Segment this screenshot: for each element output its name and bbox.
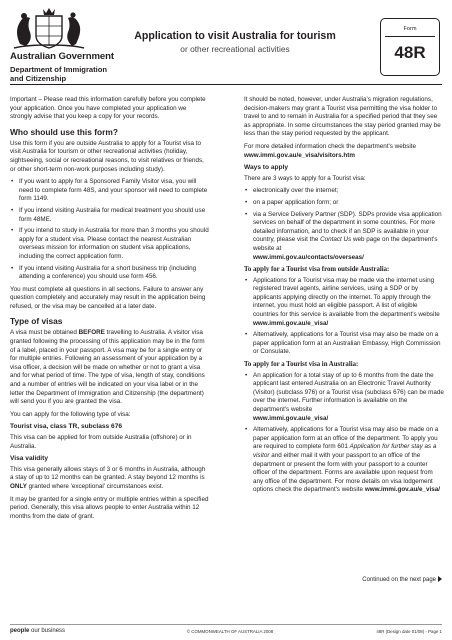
list-item: • electronically over the internet; [244, 187, 444, 196]
form-label: Form [403, 26, 417, 32]
who-should-use-paragraph: Use this form if you are outside Australia to apply for a Tourist visa to visit Australia for tourism or other recreational activities (holiday, sightseeing, social or recreational reasons, to visit relatives or friends, or other short-term non-work purposes including study). [10, 139, 204, 173]
text-run: via a Service Delivery Partner (SDP). SDPs provide visa application services on behalf of the department in some countries. For more detailed information, and to check if an SDP is available in your country, please visit the [253, 210, 442, 244]
list-item: • If you intend to study in Australia for more than 3 months you should apply for a student visa. Please contact the nearest Australian overseas mission for information on student visa applications, including the correct application form. [10, 227, 210, 261]
type-of-visas-heading: Type of visas [10, 316, 63, 327]
apply-inside-list [244, 372, 444, 495]
text-run: Applications for a Tourist visa may be made via the internet using registered travel agents, airline services, using a SDP or by applicants applying directly on the internet. To apply through the internet, you must hold an eligible passport. A list of eligible countries for this service is available from the department's website [253, 276, 440, 319]
intro-paragraph: Important – Please read this information carefully before you complete your application. Once you have completed your application we strongly advise that you keep a copy for your records. [10, 96, 206, 121]
list-item: • If you intend visiting Australia for medical treatment you should use form 48ME. [10, 207, 210, 224]
answer-all-paragraph: You must complete all questions in all sections. Failure to answer any question completely and accurately may result in the application being refused, or the visa may be cancelled at a later date. [10, 285, 206, 310]
contact-us-text: Contact Us [320, 236, 352, 244]
apply-for-paragraph: You can apply for the following type of visa: [10, 410, 131, 418]
footer-divider [10, 624, 442, 625]
visa-validity-heading: Visa validity [10, 455, 48, 463]
other-forms-list [10, 178, 210, 282]
footer-brand [10, 628, 65, 634]
text-run: A visa must be obtained [10, 329, 79, 337]
text-run: Alternatively, applications for a Tourist visa may also be made on a paper application form at an office of the department. To apply you are required to complete form 601 [253, 426, 439, 451]
visa-validity-paragraph [10, 466, 210, 492]
form-box-divider [385, 36, 435, 37]
list-item: • on a paper application form; or [244, 199, 444, 208]
header-divider [10, 84, 442, 85]
form-subtitle: or other recreational activities [180, 44, 290, 54]
form-number-box [380, 18, 440, 76]
apply-inside-heading: To apply for a Tourist visa in Australia: [244, 361, 359, 369]
evisa-link[interactable]: www.immi.gov.au/e_visa/ [253, 414, 329, 422]
text-run: granted where 'exceptional' circumstances exist. [26, 482, 164, 490]
list-item: • If you intend visiting Australia for a short business trip (including attending a conference) you should use form 456. [10, 265, 210, 282]
brand-rest: our business [29, 628, 66, 634]
arrow-right-icon [438, 576, 442, 582]
right-column [244, 96, 444, 499]
emphasis-before: BEFORE [78, 329, 105, 337]
continued-next-page [244, 576, 442, 583]
evisa-link[interactable]: www.immi.gov.au/e_visa/ [364, 486, 441, 494]
government-name: Australian Government [10, 51, 114, 62]
ways-to-apply-list [244, 187, 444, 262]
continued-text: Continued on the next page [362, 577, 436, 583]
department-name [10, 65, 107, 83]
list-item [244, 277, 444, 329]
form-601-title: Application for further stay as a visitor [253, 443, 437, 459]
list-item: • If you want to apply for a Sponsored Family Visitor visa, you will need to complete form 48S, and your sponsor will need to complete form 1149. [10, 178, 210, 204]
list-item [244, 372, 444, 424]
apply-outside-heading: To apply for a Tourist visa from outside Australia: [244, 266, 390, 274]
text-run: For more detailed information check the department's website [244, 142, 417, 150]
ways-to-apply-heading: Ways to apply [244, 164, 289, 172]
visitors-link[interactable]: www.immi.gov.au/e_visa/visitors.htm [244, 151, 355, 159]
apply-outside-list [244, 277, 444, 357]
text-run: An application for a total stay of up to 6 months from the date the applicant last entered Australia on an Electronic Travel Authority (Visitor) (subclass 976) or a Tourist visa (subclass 676) can be made over the internet. Further information is available on the department's website [253, 371, 444, 413]
detail-paragraph [244, 143, 444, 160]
who-should-use-heading: Who should use this form? [10, 126, 118, 137]
coat-of-arms-icon [10, 6, 88, 50]
list-item: • Alternatively, applications for a Tourist visa may also be made on a paper application form at an Australian Embassy, High Commission or Consulate. [244, 331, 444, 357]
text-run: This visa generally allows stays of 3 or 6 months in Australia, although a stay of up to 12 months can be granted. A stay beyond 12 months is [10, 465, 206, 482]
list-item [244, 426, 444, 495]
entry-paragraph: It may be granted for a single entry or multiple entries within a specified period. Generally, this visa allows people to enter Australia within 12 months from the date of grant. [10, 495, 209, 520]
emphasis-only: ONLY [10, 482, 27, 490]
left-column [10, 96, 210, 525]
form-title: Application to visit Australia for tourism [134, 30, 336, 42]
brand-bold: people [10, 628, 30, 634]
type-of-visas-paragraph [10, 329, 210, 406]
visa-class-paragraph: This visa can be applied for from outside Australia (offshore) or in Australia. [10, 434, 192, 450]
form-number: 48R [394, 43, 426, 62]
list-item [244, 211, 444, 263]
ways-to-apply-paragraph: There are 3 ways to apply for a Tourist visa: [244, 174, 366, 182]
department-line-2: and Citizenship [10, 74, 67, 83]
evisa-link[interactable]: www.immi.gov.au/e_visa/ [253, 319, 329, 327]
text-run: and either mail it with your passport to an office of the department or present the form with your passport to a counter officer of the department. Forms are available upon request from any office of the department. For more details on visa lodgement options check the department's website [253, 451, 433, 494]
noted-paragraph: It should be noted, however, under Australia's migration regulations, decision-makers may grant a Tourist visa permitting the visa holder to travel to and to remain in Australia for a specified period that they see as appropriate. In some circumstances the stay period granted may be less than the stay period requested by the applicant. [244, 96, 441, 138]
text-run: travelling to Australia. A visitor visa granted following the processing of this application may be in the form of a label, placed in your passport. A visa may be for a single entry or for multiple entries. Following an assessment of your application by a visa officer, a decision will be made on whether or not to grant a visa and for what period of time. The type of visa, length of stay, conditions and a number of entries will be indicated on your visa label or in the letter the Department of Immigration and Citizenship (the department) will send you if you are granted the visa. [10, 329, 205, 406]
contacts-link[interactable]: www.immi.gov.au/contacts/overseas/ [253, 253, 364, 261]
department-line-1: Department of Immigration [10, 65, 108, 74]
text-run: web page on the department's website at [253, 236, 438, 252]
footer-copyright: © COMMONWEALTH OF AUSTRALIA 2008 [186, 629, 274, 634]
footer-page-ref: 48R (Design date 01/08) - Page 1 [376, 629, 442, 634]
visa-class-heading: Tourist visa, class TR, subclass 676 [10, 423, 123, 431]
